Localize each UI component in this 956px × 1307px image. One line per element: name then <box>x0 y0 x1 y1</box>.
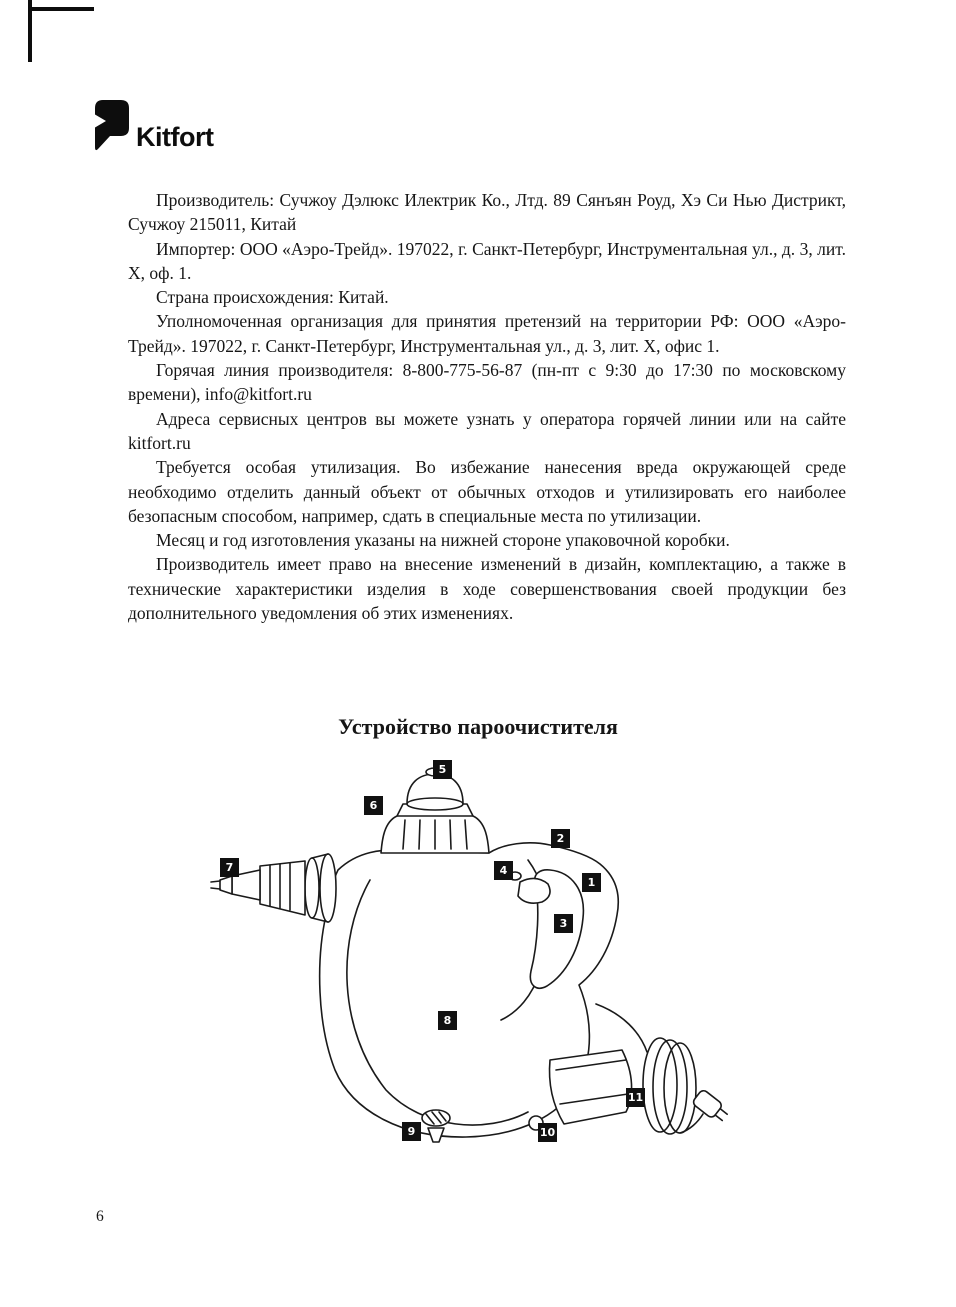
callout-2: 2 <box>551 829 570 848</box>
callout-6: 6 <box>364 796 383 815</box>
paragraph-service-centers: Адреса сервисных центров вы можете узнать у оператора горячей линии или на сайте kitfort.ru <box>128 408 846 453</box>
callout-7: 7 <box>220 858 239 877</box>
callout-10: 10 <box>538 1123 557 1142</box>
crop-mark-horizontal <box>28 7 94 11</box>
paragraph-importer: Импортер: ООО «Аэро-Трейд». 197022, г. Санкт-Петербург, Инструментальная ул., д. 3, лит. Х, оф. 1. <box>128 238 846 283</box>
paragraph-hotline: Горячая линия производителя: 8-800-775-56-87 (пн-пт с 9:30 до 17:30 по московскому времени), info@kitfort.ru <box>128 360 846 405</box>
paragraph-changes-notice: Производитель имеет право на внесение изменений в дизайн, комплектацию, а также в технические характеристики изделия в ходе совершенствования своей продукции без дополнительного уведомления об этих изменениях. <box>128 554 846 624</box>
diagram-title: Устройство пароочистителя <box>338 714 618 739</box>
callout-8: 8 <box>438 1011 457 1030</box>
callout-4: 4 <box>494 861 513 880</box>
steam-cleaner-illustration <box>198 752 758 1164</box>
paragraph-authorized-organization: Уполномоченная организация для принятия претензий на территории РФ: ООО «Аэро-Трейд». 197022, г. Санкт-Петербург, Инструментальная ул., д. 3, лит. Х, офис 1. <box>128 311 846 356</box>
page-number: 6 <box>96 1208 104 1225</box>
callout-1: 1 <box>582 873 601 892</box>
callout-3: 3 <box>554 914 573 933</box>
paragraph-production-date: Месяц и год изготовления указаны на нижней стороне упаковочной коробки. <box>156 530 730 551</box>
callout-11: 11 <box>626 1088 645 1107</box>
paragraph-country-of-origin: Страна происхождения: Китай. <box>156 287 389 308</box>
brand-name: Kitfort <box>136 122 214 152</box>
paragraph-disposal: Требуется особая утилизация. Во избежание нанесения вреда окружающей среде необходимо отделить данный объект от обычных отходов и утилизировать его наиболее безопасным способом, например, сдать в специальные места по утилизации. <box>128 457 846 526</box>
brand-header <box>95 100 213 152</box>
kitfort-logo-icon <box>95 100 129 152</box>
callout-9: 9 <box>402 1122 421 1141</box>
paragraph-manufacturer: Производитель: Сучжоу Дэлюкс Илектрик Ко., Лтд. 89 Сянъян Роуд, Хэ Си Нью Дистрикт, Сучжоу 215011, Китай <box>128 190 846 235</box>
manual-text <box>128 188 846 625</box>
steam-cleaner-diagram <box>198 752 758 1164</box>
callout-5: 5 <box>433 760 452 779</box>
